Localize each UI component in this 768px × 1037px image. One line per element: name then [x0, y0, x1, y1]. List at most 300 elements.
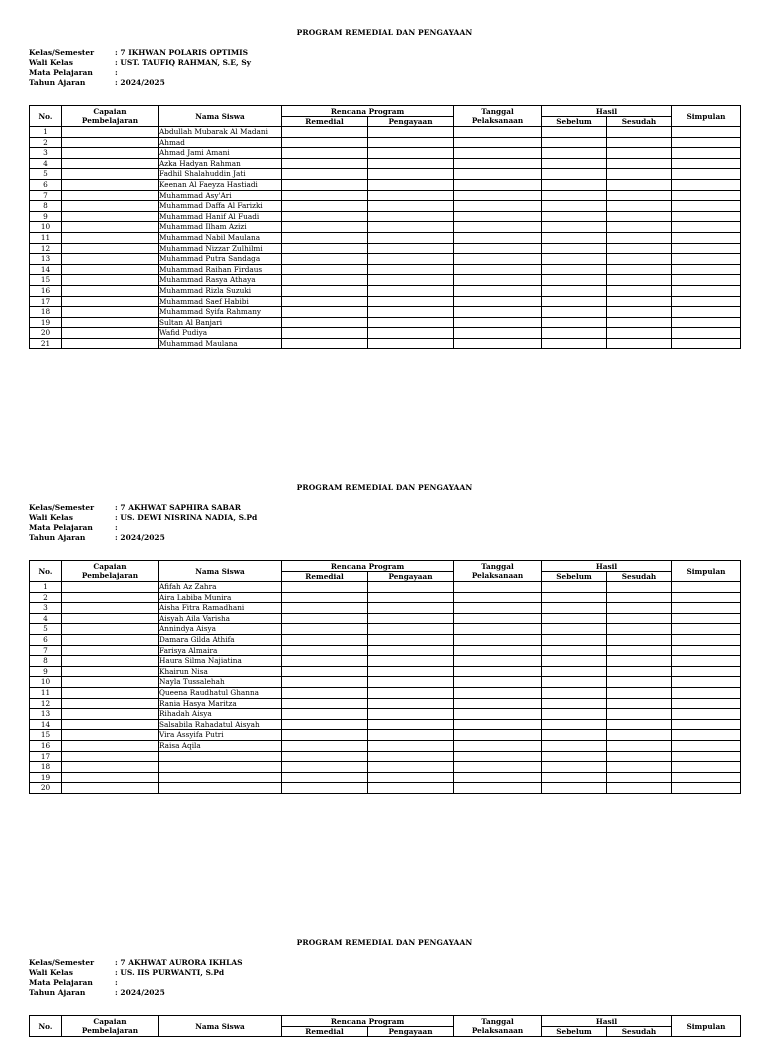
cell-pengayaan[interactable]: [368, 677, 454, 688]
cell-simpulan[interactable]: [672, 740, 741, 751]
cell-sebelum[interactable]: [542, 296, 607, 307]
cell-pengayaan[interactable]: [368, 179, 454, 190]
cell-pengayaan[interactable]: [368, 127, 454, 138]
cell-capaian[interactable]: [62, 709, 159, 720]
cell-sebelum[interactable]: [542, 169, 607, 180]
cell-sebelum[interactable]: [542, 730, 607, 741]
cell-tanggal[interactable]: [454, 603, 542, 614]
cell-sebelum[interactable]: [542, 772, 607, 783]
cell-sesudah[interactable]: [607, 243, 672, 254]
cell-tanggal[interactable]: [454, 772, 542, 783]
cell-pengayaan[interactable]: [368, 211, 454, 222]
cell-tanggal[interactable]: [454, 232, 542, 243]
cell-pengayaan[interactable]: [368, 275, 454, 286]
cell-simpulan[interactable]: [672, 762, 741, 773]
cell-capaian[interactable]: [62, 317, 159, 328]
cell-remedial[interactable]: [282, 698, 368, 709]
cell-tanggal[interactable]: [454, 264, 542, 275]
cell-tanggal[interactable]: [454, 740, 542, 751]
cell-pengayaan[interactable]: [368, 201, 454, 212]
row-number: 18: [30, 762, 62, 773]
cell-pengayaan[interactable]: [368, 687, 454, 698]
cell-sesudah[interactable]: [607, 148, 672, 159]
cell-remedial[interactable]: [282, 582, 368, 593]
cell-sebelum[interactable]: [542, 307, 607, 318]
cell-sesudah[interactable]: [607, 317, 672, 328]
cell-tanggal[interactable]: [454, 582, 542, 593]
cell-pengayaan[interactable]: [368, 603, 454, 614]
cell-pengayaan[interactable]: [368, 656, 454, 667]
cell-sesudah[interactable]: [607, 740, 672, 751]
cell-remedial[interactable]: [282, 158, 368, 169]
cell-remedial[interactable]: [282, 296, 368, 307]
cell-remedial[interactable]: [282, 783, 368, 794]
cell-capaian[interactable]: [62, 772, 159, 783]
cell-tanggal[interactable]: [454, 148, 542, 159]
table-row: [30, 317, 741, 328]
cell-pengayaan[interactable]: [368, 666, 454, 677]
cell-simpulan[interactable]: [672, 275, 741, 286]
cell-pengayaan[interactable]: [368, 307, 454, 318]
cell-remedial[interactable]: [282, 338, 368, 349]
row-number: 6: [30, 634, 62, 645]
cell-pengayaan[interactable]: [368, 285, 454, 296]
cell-sesudah[interactable]: [607, 201, 672, 212]
cell-pengayaan[interactable]: [368, 338, 454, 349]
cell-sebelum[interactable]: [542, 751, 607, 762]
cell-simpulan[interactable]: [672, 127, 741, 138]
cell-sebelum[interactable]: [542, 634, 607, 645]
cell-capaian[interactable]: [62, 656, 159, 667]
cell-sesudah[interactable]: [607, 624, 672, 635]
cell-tanggal[interactable]: [454, 275, 542, 286]
cell-capaian[interactable]: [62, 328, 159, 339]
cell-pengayaan[interactable]: [368, 645, 454, 656]
cell-simpulan[interactable]: [672, 264, 741, 275]
cell-simpulan[interactable]: [672, 698, 741, 709]
cell-remedial[interactable]: [282, 592, 368, 603]
cell-sebelum[interactable]: [542, 338, 607, 349]
cell-capaian[interactable]: [62, 783, 159, 794]
cell-simpulan[interactable]: [672, 582, 741, 593]
cell-pengayaan[interactable]: [368, 243, 454, 254]
cell-pengayaan[interactable]: [368, 730, 454, 741]
cell-student-name: Aisyah Aila Varisha: [159, 613, 282, 624]
cell-remedial[interactable]: [282, 634, 368, 645]
cell-simpulan[interactable]: [672, 254, 741, 265]
cell-student-name: [159, 762, 282, 773]
cell-capaian[interactable]: [62, 613, 159, 624]
cell-remedial[interactable]: [282, 740, 368, 751]
cell-pengayaan[interactable]: [368, 264, 454, 275]
cell-sebelum[interactable]: [542, 137, 607, 148]
cell-remedial[interactable]: [282, 254, 368, 265]
cell-sebelum[interactable]: [542, 698, 607, 709]
cell-sesudah[interactable]: [607, 179, 672, 190]
cell-remedial[interactable]: [282, 137, 368, 148]
class-info: [29, 503, 257, 543]
cell-simpulan[interactable]: [672, 751, 741, 762]
cell-simpulan[interactable]: [672, 232, 741, 243]
cell-remedial[interactable]: [282, 127, 368, 138]
cell-tanggal[interactable]: [454, 634, 542, 645]
cell-tanggal[interactable]: [454, 211, 542, 222]
cell-capaian[interactable]: [62, 275, 159, 286]
cell-remedial[interactable]: [282, 148, 368, 159]
cell-sesudah[interactable]: [607, 296, 672, 307]
cell-remedial[interactable]: [282, 772, 368, 783]
cell-remedial[interactable]: [282, 687, 368, 698]
header-capaian: Capaian Pembelajaran: [62, 106, 159, 127]
cell-sesudah[interactable]: [607, 264, 672, 275]
cell-capaian[interactable]: [62, 222, 159, 233]
cell-tanggal[interactable]: [454, 169, 542, 180]
cell-sebelum[interactable]: [542, 190, 607, 201]
cell-pengayaan[interactable]: [368, 190, 454, 201]
cell-tanggal[interactable]: [454, 709, 542, 720]
cell-remedial[interactable]: [282, 179, 368, 190]
cell-sesudah[interactable]: [607, 222, 672, 233]
cell-tanggal[interactable]: [454, 687, 542, 698]
cell-pengayaan[interactable]: [368, 719, 454, 730]
cell-sesudah[interactable]: [607, 751, 672, 762]
cell-remedial[interactable]: [282, 666, 368, 677]
cell-sebelum[interactable]: [542, 687, 607, 698]
cell-simpulan[interactable]: [672, 709, 741, 720]
cell-simpulan[interactable]: [672, 137, 741, 148]
cell-simpulan[interactable]: [672, 634, 741, 645]
cell-remedial[interactable]: [282, 719, 368, 730]
cell-tanggal[interactable]: [454, 719, 542, 730]
cell-simpulan[interactable]: [672, 666, 741, 677]
cell-tanggal[interactable]: [454, 296, 542, 307]
cell-remedial[interactable]: [282, 190, 368, 201]
cell-capaian[interactable]: [62, 137, 159, 148]
cell-pengayaan[interactable]: [368, 762, 454, 773]
cell-sesudah[interactable]: [607, 592, 672, 603]
cell-simpulan[interactable]: [672, 730, 741, 741]
cell-sesudah[interactable]: [607, 698, 672, 709]
cell-sebelum[interactable]: [542, 201, 607, 212]
cell-capaian[interactable]: [62, 666, 159, 677]
cell-sebelum[interactable]: [542, 624, 607, 635]
cell-simpulan[interactable]: [672, 645, 741, 656]
cell-capaian[interactable]: [62, 624, 159, 635]
cell-pengayaan[interactable]: [368, 317, 454, 328]
cell-tanggal[interactable]: [454, 613, 542, 624]
cell-remedial[interactable]: [282, 201, 368, 212]
cell-simpulan[interactable]: [672, 613, 741, 624]
cell-capaian[interactable]: [62, 285, 159, 296]
cell-pengayaan[interactable]: [368, 783, 454, 794]
cell-pengayaan[interactable]: [368, 222, 454, 233]
cell-simpulan[interactable]: [672, 338, 741, 349]
cell-remedial[interactable]: [282, 317, 368, 328]
cell-sebelum[interactable]: [542, 328, 607, 339]
cell-sesudah[interactable]: [607, 656, 672, 667]
cell-simpulan[interactable]: [672, 190, 741, 201]
cell-remedial[interactable]: [282, 307, 368, 318]
cell-sesudah[interactable]: [607, 634, 672, 645]
cell-capaian[interactable]: [62, 603, 159, 614]
cell-tanggal[interactable]: [454, 656, 542, 667]
cell-pengayaan[interactable]: [368, 296, 454, 307]
cell-sesudah[interactable]: [607, 645, 672, 656]
cell-simpulan[interactable]: [672, 285, 741, 296]
cell-capaian[interactable]: [62, 730, 159, 741]
cell-tanggal[interactable]: [454, 338, 542, 349]
cell-sesudah[interactable]: [607, 338, 672, 349]
cell-remedial[interactable]: [282, 762, 368, 773]
cell-remedial[interactable]: [282, 232, 368, 243]
cell-pengayaan[interactable]: [368, 592, 454, 603]
cell-simpulan[interactable]: [672, 687, 741, 698]
cell-pengayaan[interactable]: [368, 740, 454, 751]
cell-sesudah[interactable]: [607, 307, 672, 318]
cell-sebelum[interactable]: [542, 740, 607, 751]
cell-tanggal[interactable]: [454, 243, 542, 254]
cell-capaian[interactable]: [62, 592, 159, 603]
cell-pengayaan[interactable]: [368, 751, 454, 762]
cell-pengayaan[interactable]: [368, 137, 454, 148]
cell-sesudah[interactable]: [607, 772, 672, 783]
table-row: [30, 677, 741, 688]
cell-simpulan[interactable]: [672, 148, 741, 159]
cell-sebelum[interactable]: [542, 211, 607, 222]
cell-pengayaan[interactable]: [368, 158, 454, 169]
cell-sebelum[interactable]: [542, 645, 607, 656]
cell-sesudah[interactable]: [607, 709, 672, 720]
cell-sesudah[interactable]: [607, 687, 672, 698]
cell-sesudah[interactable]: [607, 211, 672, 222]
cell-capaian[interactable]: [62, 201, 159, 212]
cell-sebelum[interactable]: [542, 158, 607, 169]
cell-capaian[interactable]: [62, 179, 159, 190]
cell-sebelum[interactable]: [542, 254, 607, 265]
cell-capaian[interactable]: [62, 211, 159, 222]
cell-sebelum[interactable]: [542, 148, 607, 159]
cell-pengayaan[interactable]: [368, 698, 454, 709]
cell-sesudah[interactable]: [607, 613, 672, 624]
cell-remedial[interactable]: [282, 169, 368, 180]
cell-capaian[interactable]: [62, 232, 159, 243]
cell-sebelum[interactable]: [542, 582, 607, 593]
cell-capaian[interactable]: [62, 751, 159, 762]
cell-sesudah[interactable]: [607, 762, 672, 773]
cell-simpulan[interactable]: [672, 317, 741, 328]
cell-sesudah[interactable]: [607, 285, 672, 296]
cell-tanggal[interactable]: [454, 783, 542, 794]
cell-simpulan[interactable]: [672, 603, 741, 614]
cell-pengayaan[interactable]: [368, 624, 454, 635]
cell-sebelum[interactable]: [542, 762, 607, 773]
cell-simpulan[interactable]: [672, 772, 741, 783]
cell-simpulan[interactable]: [672, 783, 741, 794]
cell-capaian[interactable]: [62, 719, 159, 730]
cell-remedial[interactable]: [282, 656, 368, 667]
cell-tanggal[interactable]: [454, 592, 542, 603]
cell-tanggal[interactable]: [454, 222, 542, 233]
cell-pengayaan[interactable]: [368, 254, 454, 265]
row-number: 19: [30, 317, 62, 328]
cell-sesudah[interactable]: [607, 730, 672, 741]
cell-capaian[interactable]: [62, 127, 159, 138]
cell-sebelum[interactable]: [542, 285, 607, 296]
cell-capaian[interactable]: [62, 243, 159, 254]
info-value-kelas: : 7 AKHWAT SAPHIRA SABAR: [115, 503, 241, 512]
cell-tanggal[interactable]: [454, 666, 542, 677]
cell-remedial[interactable]: [282, 624, 368, 635]
cell-remedial[interactable]: [282, 677, 368, 688]
cell-remedial[interactable]: [282, 211, 368, 222]
cell-capaian[interactable]: [62, 254, 159, 265]
cell-simpulan[interactable]: [672, 719, 741, 730]
cell-pengayaan[interactable]: [368, 232, 454, 243]
cell-tanggal[interactable]: [454, 645, 542, 656]
cell-simpulan[interactable]: [672, 592, 741, 603]
cell-pengayaan[interactable]: [368, 169, 454, 180]
cell-sesudah[interactable]: [607, 137, 672, 148]
cell-sebelum[interactable]: [542, 603, 607, 614]
cell-tanggal[interactable]: [454, 127, 542, 138]
cell-capaian[interactable]: [62, 264, 159, 275]
cell-capaian[interactable]: [62, 307, 159, 318]
cell-sesudah[interactable]: [607, 127, 672, 138]
cell-sesudah[interactable]: [607, 783, 672, 794]
cell-capaian[interactable]: [62, 190, 159, 201]
cell-sebelum[interactable]: [542, 243, 607, 254]
cell-tanggal[interactable]: [454, 762, 542, 773]
cell-capaian[interactable]: [62, 687, 159, 698]
cell-sesudah[interactable]: [607, 603, 672, 614]
cell-capaian[interactable]: [62, 582, 159, 593]
cell-sebelum[interactable]: [542, 179, 607, 190]
cell-sesudah[interactable]: [607, 719, 672, 730]
cell-simpulan[interactable]: [672, 624, 741, 635]
cell-capaian[interactable]: [62, 296, 159, 307]
cell-pengayaan[interactable]: [368, 709, 454, 720]
cell-sebelum[interactable]: [542, 677, 607, 688]
cell-tanggal[interactable]: [454, 158, 542, 169]
cell-capaian[interactable]: [62, 698, 159, 709]
cell-remedial[interactable]: [282, 264, 368, 275]
cell-sebelum[interactable]: [542, 264, 607, 275]
cell-sebelum[interactable]: [542, 709, 607, 720]
cell-sebelum[interactable]: [542, 127, 607, 138]
cell-simpulan[interactable]: [672, 243, 741, 254]
cell-pengayaan[interactable]: [368, 613, 454, 624]
cell-tanggal[interactable]: [454, 254, 542, 265]
cell-sebelum[interactable]: [542, 232, 607, 243]
cell-sebelum[interactable]: [542, 613, 607, 624]
cell-simpulan[interactable]: [672, 656, 741, 667]
cell-simpulan[interactable]: [672, 677, 741, 688]
cell-simpulan[interactable]: [672, 169, 741, 180]
cell-capaian[interactable]: [62, 677, 159, 688]
cell-sesudah[interactable]: [607, 254, 672, 265]
cell-remedial[interactable]: [282, 222, 368, 233]
cell-tanggal[interactable]: [454, 137, 542, 148]
cell-sebelum[interactable]: [542, 317, 607, 328]
cell-tanggal[interactable]: [454, 624, 542, 635]
cell-remedial[interactable]: [282, 730, 368, 741]
cell-sesudah[interactable]: [607, 582, 672, 593]
cell-tanggal[interactable]: [454, 179, 542, 190]
cell-sesudah[interactable]: [607, 677, 672, 688]
cell-tanggal[interactable]: [454, 328, 542, 339]
cell-capaian[interactable]: [62, 148, 159, 159]
cell-sesudah[interactable]: [607, 328, 672, 339]
cell-capaian[interactable]: [62, 169, 159, 180]
cell-remedial[interactable]: [282, 645, 368, 656]
cell-pengayaan[interactable]: [368, 328, 454, 339]
cell-sebelum[interactable]: [542, 783, 607, 794]
cell-pengayaan[interactable]: [368, 772, 454, 783]
cell-tanggal[interactable]: [454, 730, 542, 741]
cell-remedial[interactable]: [282, 285, 368, 296]
cell-sebelum[interactable]: [542, 719, 607, 730]
cell-simpulan[interactable]: [672, 201, 741, 212]
cell-pengayaan[interactable]: [368, 634, 454, 645]
cell-capaian[interactable]: [62, 158, 159, 169]
cell-sesudah[interactable]: [607, 666, 672, 677]
cell-sesudah[interactable]: [607, 275, 672, 286]
cell-remedial[interactable]: [282, 613, 368, 624]
row-number: 17: [30, 296, 62, 307]
cell-sesudah[interactable]: [607, 158, 672, 169]
cell-sebelum[interactable]: [542, 275, 607, 286]
cell-remedial[interactable]: [282, 275, 368, 286]
cell-remedial[interactable]: [282, 751, 368, 762]
cell-capaian[interactable]: [62, 740, 159, 751]
cell-tanggal[interactable]: [454, 285, 542, 296]
cell-simpulan[interactable]: [672, 179, 741, 190]
cell-remedial[interactable]: [282, 709, 368, 720]
cell-capaian[interactable]: [62, 762, 159, 773]
cell-tanggal[interactable]: [454, 307, 542, 318]
cell-sebelum[interactable]: [542, 666, 607, 677]
cell-tanggal[interactable]: [454, 201, 542, 212]
cell-simpulan[interactable]: [672, 158, 741, 169]
cell-sesudah[interactable]: [607, 169, 672, 180]
cell-tanggal[interactable]: [454, 751, 542, 762]
cell-student-name: Muhammad Daffa Al Farizki: [159, 201, 282, 212]
cell-remedial[interactable]: [282, 243, 368, 254]
cell-simpulan[interactable]: [672, 307, 741, 318]
cell-sebelum[interactable]: [542, 592, 607, 603]
cell-simpulan[interactable]: [672, 328, 741, 339]
cell-sesudah[interactable]: [607, 232, 672, 243]
cell-pengayaan[interactable]: [368, 148, 454, 159]
cell-pengayaan[interactable]: [368, 582, 454, 593]
cell-capaian[interactable]: [62, 645, 159, 656]
cell-sesudah[interactable]: [607, 190, 672, 201]
cell-remedial[interactable]: [282, 328, 368, 339]
cell-capaian[interactable]: [62, 634, 159, 645]
cell-tanggal[interactable]: [454, 677, 542, 688]
cell-simpulan[interactable]: [672, 211, 741, 222]
cell-capaian[interactable]: [62, 338, 159, 349]
cell-simpulan[interactable]: [672, 222, 741, 233]
cell-remedial[interactable]: [282, 603, 368, 614]
cell-sebelum[interactable]: [542, 222, 607, 233]
cell-sebelum[interactable]: [542, 656, 607, 667]
cell-tanggal[interactable]: [454, 698, 542, 709]
cell-tanggal[interactable]: [454, 190, 542, 201]
cell-simpulan[interactable]: [672, 296, 741, 307]
cell-tanggal[interactable]: [454, 317, 542, 328]
section-title: PROGRAM REMEDIAL DAN PENGAYAAN: [296, 483, 473, 492]
